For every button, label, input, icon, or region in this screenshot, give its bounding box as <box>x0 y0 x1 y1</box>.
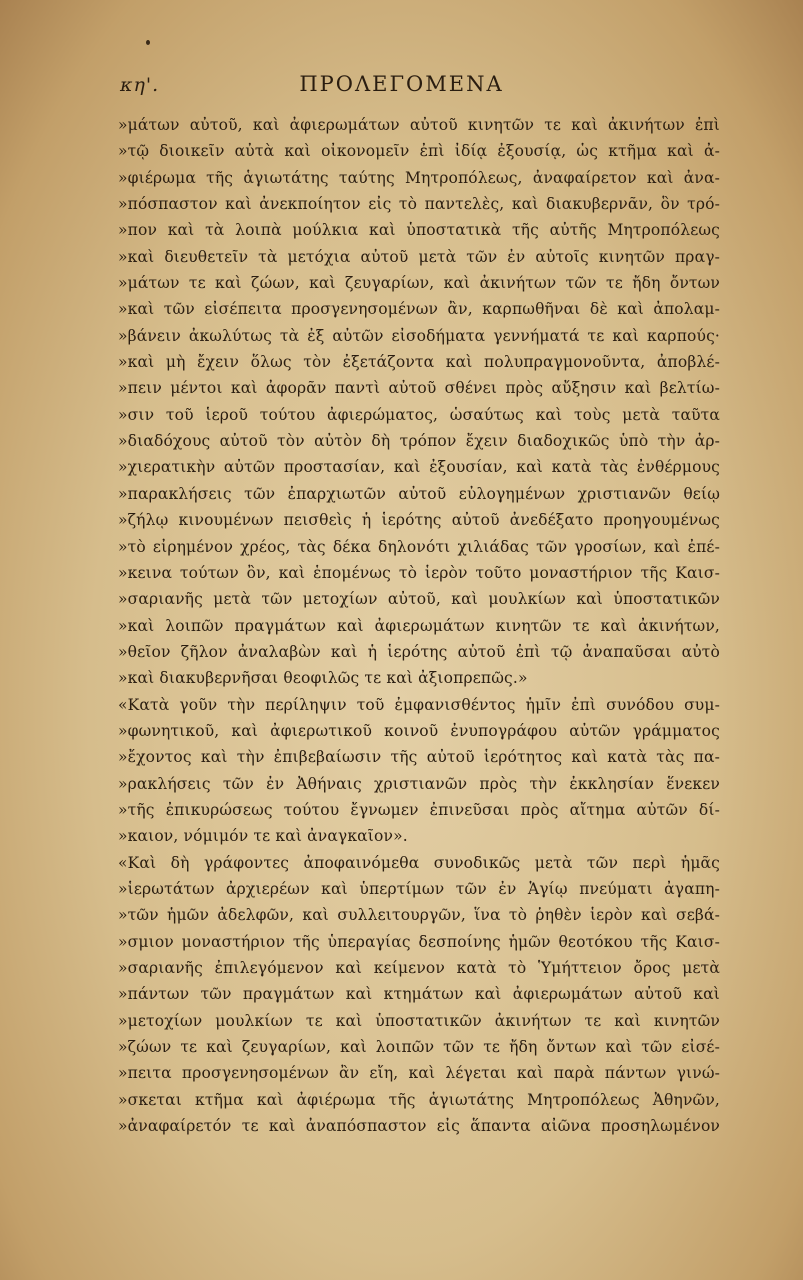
text-line: »καὶ λοιπῶν πραγμάτων καὶ ἀφιερωμάτων κινητῶν τε καὶ ἀκινήτων, <box>118 616 720 635</box>
text-line: »καὶ διευθετεῖν τὰ μετόχια αὐτοῦ μετὰ τῶν ἐν αὐτοῖς κινητῶν πραγ- <box>118 247 720 266</box>
page-number: κη'. <box>120 74 160 96</box>
text-line: »φιέρωμα τῆς ἁγιωτάτης ταύτης Μητροπόλεως, ἀναφαίρετον καὶ ἀνα- <box>118 168 720 187</box>
text-body <box>118 112 720 1139</box>
text-line: »ζώων τε καὶ ζευγαρίων, καὶ λοιπῶν τῶν τε ἤδη ὄντων καὶ τῶν εἰσέ- <box>118 1038 720 1057</box>
text-line: »καιον, νόμιμόν τε καὶ ἀναγκαῖον». <box>118 827 408 846</box>
text-line: »σαριανῆς ἐπιλεγόμενον καὶ κείμενον κατὰ τὸ Ὑμήττειον ὄρος μετὰ <box>118 959 720 977</box>
text-line: »πόσπαστον καὶ ἀνεκποίητον εἰς τὸ παντελὲς, καὶ διακυβερνᾶν, ὃν τρό- <box>118 195 720 214</box>
text-line: «Καὶ δὴ γράφοντες ἀποφαινόμεθα συνοδικῶς μετὰ τῶν περὶ ἡμᾶς <box>118 853 720 872</box>
text-line: »τὸ εἰρημένον χρέος, τὰς δέκα δηλονότι χιλιάδας τῶν γροσίων, καὶ ἐπέ- <box>118 537 720 556</box>
text-line: »φωνητικοῦ, καὶ ἀφιερωτικοῦ κοινοῦ ἐνυπογράφου αὐτῶν γράμματος <box>118 721 720 740</box>
text-line: »σμιον μοναστήριον τῆς ὑπεραγίας δεσποίνης ἡμῶν θεοτόκου τῆς Καισ- <box>118 932 720 951</box>
text-line: »σαριανῆς μετὰ τῶν μετοχίων αὐτοῦ, καὶ μουλκίων καὶ ὑποστατικῶν <box>118 590 720 609</box>
text-line: »ἱερωτάτων ἀρχιερέων καὶ ὑπερτίμων τῶν ἐν Ἁγίῳ πνεύματι ἀγαπη- <box>118 879 720 898</box>
text-line: »ἀναφαίρετόν τε καὶ ἀναπόσπαστον εἰς ἅπαντα αἰῶνα προσηλωμένον <box>118 1117 720 1136</box>
text-line: »μάτων τε καὶ ζώων, καὶ ζευγαρίων, καὶ ἀκινήτων τῶν τε ἤδη ὄντων <box>118 274 720 293</box>
running-title: ΠΡΟΛΕΓΟΜΕΝΑ <box>299 72 504 96</box>
text-line: »πον καὶ τὰ λοιπὰ μούλκια καὶ ὑποστατικὰ τῆς αὐτῆς Μητροπόλεως <box>118 221 720 240</box>
text-line: »σκεται κτῆμα καὶ ἀφιέρωμα τῆς ἁγιωτάτης Μητροπόλεως Ἀθηνῶν, <box>118 1090 720 1109</box>
text-line: »μάτων αὐτοῦ, καὶ ἀφιερωμάτων αὐτοῦ κινητῶν τε καὶ ἀκινήτων ἐπὶ <box>118 116 720 134</box>
text-line: »διαδόχους αὐτοῦ τὸν αὐτὸν δὴ τρόπον ἔχειν διαδοχικῶς ὑπὸ τὴν ἀρ- <box>118 432 720 451</box>
text-line: «Κατὰ γοῦν τὴν περίληψιν τοῦ ἐμφανισθέντος ἡμῖν ἐπὶ συνόδου συμ- <box>118 695 720 714</box>
text-line: »κεινα τούτων ὂν, καὶ ἑπομένως τὸ ἱερὸν τοῦτο μοναστήριον τῆς Καισ- <box>118 563 720 582</box>
text-line: »τῶν ἡμῶν ἀδελφῶν, καὶ συλλειτουργῶν, ἵνα τὸ ῥηθὲν ἱερὸν καὶ σεβά- <box>118 906 720 925</box>
text-line: »πειτα προσγενησομένων ἂν εἴη, καὶ λέγεται καὶ παρὰ πάντων γινώ- <box>118 1064 720 1083</box>
text-line: »καὶ τῶν εἰσέπειτα προσγενησομένων ἂν, καρπωθῆναι δὲ καὶ ἀπολαμ- <box>118 300 720 319</box>
text-line: »ἔχοντος καὶ τὴν ἐπιβεβαίωσιν τῆς αὐτοῦ ἱερότητος καὶ κατὰ τὰς πα- <box>118 748 720 767</box>
text-line: »πάντων τῶν πραγμάτων καὶ κτημάτων καὶ ἀφιερωμάτων αὐτοῦ καὶ <box>118 985 720 1004</box>
text-line: »καὶ μὴ ἔχειν ὅλως τὸν ἐξετάζοντα καὶ πολυπραγμονοῦντα, ἀποβλέ- <box>118 353 720 372</box>
text-line: »βάνειν ἀκωλύτως τὰ ἐξ αὐτῶν εἰσοδήματα γεννήματά τε καὶ καρπούς· <box>118 326 720 345</box>
text-line: »θεῖον ζῆλον ἀναλαβὼν καὶ ἡ ἱερότης αὐτοῦ ἐπὶ τῷ ἀναπαῦσαι αὐτὸ <box>118 642 720 661</box>
text-line: »ζήλῳ κινουμένων πεισθεὶς ἡ ἱερότης αὐτοῦ ἀνεδέξατο προηγουμένως <box>118 511 720 530</box>
text-line: »ρακλήσεις τῶν ἐν Ἀθήναις χριστιανῶν πρὸς τὴν ἐκκλησίαν ἕνεκεν <box>118 774 720 793</box>
text-line: »καὶ διακυβερνῆσαι θεοφιλῶς τε καὶ ἀξιοπρεπῶς.» <box>118 669 528 688</box>
ink-spot <box>146 40 150 45</box>
text-line: »σιν τοῦ ἱεροῦ τούτου ἀφιερώματος, ὡσαύτως καὶ τοὺς μετὰ ταῦτα <box>118 405 720 424</box>
text-line: »παρακλήσεις τῶν ἐπαρχιωτῶν αὐτοῦ εὐλογημένων χριστιανῶν θείῳ <box>118 484 720 503</box>
text-line: »μετοχίων μουλκίων τε καὶ ὑποστατικῶν ἀκινήτων τε καὶ κινητῶν <box>118 1011 720 1030</box>
text-line: »χιερατικὴν αὐτῶν προστασίαν, καὶ ἐξουσίαν, καὶ κατὰ τὰς ἐνθέρμους <box>118 458 720 477</box>
text-line: »τῆς ἐπικυρώσεως τούτου ἔγνωμεν ἐπινεῦσαι πρὸς αἴτημα αὐτῶν δί- <box>118 800 720 819</box>
text-line: »πειν μέντοι καὶ ἀφορᾶν παντὶ αὐτοῦ σθένει πρὸς αὔξησιν καὶ βελτίω- <box>118 379 720 398</box>
page-header <box>0 70 803 102</box>
text-line: »τῷ διοικεῖν αὐτὰ καὶ οἰκονομεῖν ἐπὶ ἰδίᾳ ἐξουσίᾳ, ὡς κτῆμα καὶ ἀ- <box>118 142 720 161</box>
